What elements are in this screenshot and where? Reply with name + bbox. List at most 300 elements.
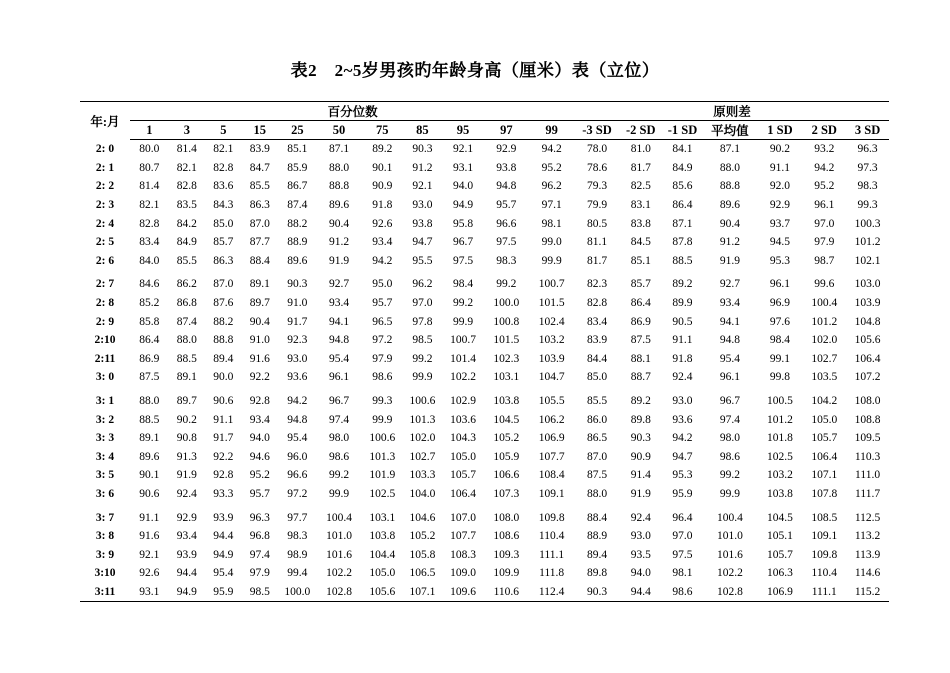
value-cell: 84.2	[176, 217, 197, 230]
header-row-groups	[80, 102, 889, 121]
value-cell: 89.4	[586, 548, 608, 561]
value-cell: 94.0	[249, 432, 270, 445]
value-cell: 95.4	[213, 567, 234, 580]
value-cell: 93.9	[213, 511, 234, 524]
value-cell: 81.4	[139, 180, 160, 193]
value-cell: 99.1	[769, 352, 790, 365]
value-cell: 103.9	[854, 297, 881, 310]
value-cell: 84.9	[672, 161, 693, 174]
value-cell: 86.4	[672, 199, 693, 212]
value-cell: 95.4	[328, 352, 350, 365]
value-cell: 81.4	[176, 143, 197, 156]
value-cell: 86.8	[176, 297, 197, 310]
value-cell: 101.0	[716, 530, 743, 543]
value-cell: 99.8	[769, 371, 790, 384]
age-cell: 2: 0	[95, 143, 115, 156]
value-cell: 105.0	[369, 567, 396, 580]
value-cell: 95.7	[249, 487, 270, 500]
value-cell: 87.5	[630, 334, 651, 347]
value-cell: 94.9	[213, 548, 234, 561]
value-cell: 93.0	[672, 395, 693, 408]
value-cell: 98.6	[719, 450, 740, 463]
value-cell: 96.1	[814, 199, 835, 212]
value-cell: 110.4	[538, 530, 565, 543]
value-cell: 85.8	[139, 315, 160, 328]
value-cell: 85.0	[586, 371, 608, 384]
value-cell: 109.1	[538, 487, 565, 500]
value-cell: 84.5	[630, 236, 651, 249]
value-cell: 92.9	[769, 199, 790, 212]
table-row	[80, 312, 889, 331]
value-cell: 100.0	[493, 297, 520, 310]
value-cell: 88.4	[249, 254, 270, 267]
value-cell: 109.0	[450, 567, 476, 580]
value-cell: 104.5	[493, 413, 520, 426]
value-cell: 87.0	[213, 278, 234, 291]
value-cell: 90.3	[287, 278, 308, 291]
table-row	[80, 527, 889, 546]
value-cell: 87.4	[176, 315, 197, 328]
value-cell: 102.2	[716, 567, 743, 580]
value-cell: 94.8	[719, 334, 740, 347]
value-cell: 92.4	[630, 511, 651, 524]
value-cell: 103.1	[369, 511, 396, 524]
value-cell: 90.9	[372, 180, 393, 193]
height-for-age-table	[80, 101, 889, 602]
value-cell: 80.5	[586, 217, 608, 230]
value-cell: 107.2	[854, 371, 881, 384]
value-cell: 88.8	[213, 334, 234, 347]
value-cell: 96.0	[287, 450, 308, 463]
value-cell: 101.3	[369, 450, 396, 463]
value-cell: 98.4	[452, 278, 474, 291]
value-cell: 98.6	[372, 371, 393, 384]
value-cell: 91.9	[719, 254, 740, 267]
value-cell: 105.2	[409, 530, 436, 543]
table-row	[80, 350, 889, 369]
value-cell: 100.4	[716, 511, 743, 524]
value-cell: 93.4	[719, 297, 740, 310]
value-cell: 106.2	[538, 413, 565, 426]
value-cell: 94.5	[769, 236, 790, 249]
value-cell: 99.0	[541, 236, 562, 249]
value-cell: 104.2	[811, 395, 838, 408]
value-cell: 91.2	[328, 236, 350, 249]
value-cell: 103.5	[811, 371, 838, 384]
value-cell: 97.7	[287, 511, 308, 524]
value-cell: 95.2	[814, 180, 835, 193]
value-cell: 96.1	[769, 278, 790, 291]
table-row	[80, 196, 889, 215]
value-cell: 102.8	[317, 583, 362, 602]
value-cell: 104.6	[409, 511, 436, 524]
value-cell: 109.5	[854, 432, 881, 445]
value-cell: 100.5	[767, 395, 793, 408]
value-cell: 82.1	[139, 199, 160, 212]
value-cell: 85.2	[139, 297, 160, 310]
value-cell: 94.1	[328, 315, 350, 328]
value-cell: 98.6	[663, 583, 703, 602]
value-cell: 100.4	[811, 297, 838, 310]
value-cell: 85.5	[176, 254, 197, 267]
value-cell: 93.4	[249, 413, 270, 426]
value-cell: 94.8	[287, 413, 308, 426]
value-cell: 91.1	[672, 334, 693, 347]
value-cell: 93.8	[496, 161, 517, 174]
percentile-column-header: 15	[242, 121, 278, 140]
value-cell: 92.3	[287, 334, 308, 347]
value-cell: 91.1	[213, 413, 234, 426]
percentile-column-header: 75	[361, 121, 403, 140]
value-cell: 105.6	[854, 334, 881, 347]
value-cell: 97.3	[857, 161, 878, 174]
value-cell: 96.6	[496, 217, 517, 230]
value-cell: 78.6	[586, 161, 608, 174]
value-cell: 102.7	[409, 450, 436, 463]
table-row	[80, 331, 889, 350]
value-cell: 105.7	[450, 469, 476, 482]
value-cell: 86.9	[139, 352, 160, 365]
age-cell: 3: 1	[95, 395, 115, 408]
value-cell: 94.2	[814, 161, 835, 174]
table-row	[80, 429, 889, 448]
value-cell: 106.4	[811, 450, 838, 463]
value-cell: 89.9	[672, 297, 693, 310]
value-cell: 82.1	[213, 143, 234, 156]
value-cell: 93.5	[630, 548, 651, 561]
value-cell: 93.6	[672, 413, 693, 426]
value-cell: 98.0	[328, 432, 350, 445]
age-cell: 2: 5	[95, 236, 115, 249]
value-cell: 90.3	[575, 583, 619, 602]
value-cell: 111.7	[855, 487, 881, 500]
value-cell: 82.8	[139, 217, 160, 230]
page-title: 表2 2~5岁男孩旳年龄身高（厘米）表（立位）	[290, 61, 660, 80]
value-cell: 96.7	[719, 395, 740, 408]
value-cell: 89.7	[176, 395, 197, 408]
value-cell: 92.4	[176, 487, 197, 500]
value-cell: 101.3	[409, 413, 436, 426]
value-cell: 83.9	[249, 143, 270, 156]
table-row	[80, 294, 889, 313]
value-cell: 110.4	[811, 567, 837, 580]
value-cell: 98.0	[719, 432, 740, 445]
value-cell: 84.1	[672, 143, 693, 156]
sd-column-header: 2 SD	[802, 121, 846, 140]
value-cell: 103.8	[369, 530, 396, 543]
value-cell: 94.1	[719, 315, 740, 328]
value-cell: 88.0	[719, 161, 740, 174]
value-cell: 100.4	[326, 511, 352, 524]
age-cell: 2:11	[94, 352, 116, 365]
value-cell: 78.0	[586, 143, 608, 156]
value-cell: 81.7	[586, 254, 608, 267]
age-cell: 2: 8	[95, 297, 115, 310]
age-cell: 3: 4	[95, 450, 115, 463]
value-cell: 88.8	[719, 180, 740, 193]
age-cell: 2: 9	[95, 315, 115, 328]
sd-column-header: -3 SD	[575, 121, 619, 140]
value-cell: 108.0	[854, 395, 881, 408]
value-cell: 96.6	[287, 469, 308, 482]
value-cell: 86.7	[287, 180, 308, 193]
value-cell: 94.2	[372, 254, 393, 267]
value-cell: 90.0	[213, 371, 234, 384]
value-cell: 106.9	[758, 583, 803, 602]
value-cell: 79.3	[586, 180, 608, 193]
value-cell: 82.5	[630, 180, 651, 193]
table-row	[80, 564, 889, 583]
value-cell: 108.5	[811, 511, 838, 524]
percentile-group-header: 百分位数	[130, 102, 575, 121]
value-cell: 100.8	[493, 315, 520, 328]
sd-column-header: -1 SD	[663, 121, 703, 140]
table-row	[80, 252, 889, 271]
value-cell: 91.9	[328, 254, 350, 267]
value-cell: 97.5	[452, 254, 474, 267]
value-cell: 96.4	[672, 511, 693, 524]
value-cell: 102.4	[538, 315, 565, 328]
value-cell: 111.1	[802, 583, 846, 602]
value-cell: 84.9	[176, 236, 197, 249]
age-cell: 2: 4	[95, 217, 115, 230]
value-cell: 94.6	[249, 450, 270, 463]
value-cell: 91.2	[412, 161, 433, 174]
value-cell: 103.6	[450, 413, 476, 426]
value-cell: 97.4	[719, 413, 740, 426]
value-cell: 88.9	[586, 530, 608, 543]
value-cell: 93.0	[412, 199, 433, 212]
value-cell: 88.9	[287, 236, 308, 249]
value-cell: 84.0	[139, 254, 160, 267]
value-cell: 95.7	[372, 297, 393, 310]
value-cell: 81.0	[630, 143, 651, 156]
value-cell: 84.3	[213, 199, 234, 212]
value-cell: 100.6	[409, 395, 436, 408]
value-cell: 88.8	[328, 180, 350, 193]
value-cell: 103.2	[767, 469, 793, 482]
value-cell: 98.9	[287, 548, 308, 561]
percentile-column-header: 25	[278, 121, 317, 140]
value-cell: 114.6	[854, 567, 881, 580]
value-cell: 91.8	[672, 352, 693, 365]
value-cell: 96.3	[249, 511, 270, 524]
value-cell: 88.2	[287, 217, 308, 230]
value-cell: 105.9	[493, 450, 520, 463]
value-cell: 101.2	[811, 315, 838, 328]
table-row	[80, 177, 889, 196]
value-cell: 99.9	[719, 487, 740, 500]
value-cell: 95.9	[672, 487, 693, 500]
value-cell: 107.3	[493, 487, 520, 500]
value-cell: 106.6	[493, 469, 520, 482]
value-cell: 101.5	[493, 334, 520, 347]
value-cell: 109.1	[811, 530, 838, 543]
value-cell: 102.0	[409, 432, 436, 445]
value-cell: 85.6	[672, 180, 693, 193]
age-cell: 2: 3	[95, 199, 115, 212]
value-cell: 102.2	[450, 371, 476, 384]
value-cell: 105.0	[450, 450, 476, 463]
value-cell: 89.8	[586, 567, 608, 580]
value-cell: 106.4	[854, 352, 881, 365]
value-cell: 93.2	[814, 143, 835, 156]
value-cell: 88.2	[213, 315, 234, 328]
value-cell: 91.3	[176, 450, 197, 463]
value-cell: 99.2	[496, 278, 517, 291]
value-cell: 99.2	[719, 469, 740, 482]
value-cell: 83.9	[586, 334, 608, 347]
value-cell: 93.4	[372, 236, 393, 249]
value-cell: 85.5	[586, 395, 608, 408]
sd-column-header: 3 SD	[846, 121, 889, 140]
value-cell: 95.2	[249, 469, 270, 482]
value-cell: 87.0	[249, 217, 270, 230]
value-cell: 101.8	[767, 432, 793, 445]
value-cell: 109.6	[442, 583, 485, 602]
value-cell: 95.5	[412, 254, 433, 267]
value-cell: 107.7	[450, 530, 476, 543]
age-cell: 3: 0	[95, 371, 115, 384]
percentile-column-header: 85	[403, 121, 442, 140]
value-cell: 87.1	[672, 217, 693, 230]
value-cell: 96.2	[412, 278, 433, 291]
value-cell: 89.2	[672, 278, 693, 291]
value-cell: 80.7	[139, 161, 160, 174]
value-cell: 81.1	[586, 236, 608, 249]
value-cell: 91.6	[249, 352, 270, 365]
value-cell: 86.4	[630, 297, 651, 310]
value-cell: 89.2	[372, 143, 393, 156]
value-cell: 88.0	[139, 395, 160, 408]
value-cell: 89.6	[287, 254, 308, 267]
value-cell: 82.3	[586, 278, 608, 291]
value-cell: 96.7	[328, 395, 350, 408]
value-cell: 94.7	[672, 450, 693, 463]
value-cell: 108.0	[493, 511, 520, 524]
value-cell: 91.0	[287, 297, 308, 310]
value-cell: 87.5	[139, 371, 160, 384]
value-cell: 89.1	[176, 371, 197, 384]
value-cell: 94.2	[672, 432, 693, 445]
value-cell: 93.0	[287, 352, 308, 365]
value-cell: 88.4	[586, 511, 608, 524]
value-cell: 82.8	[586, 297, 608, 310]
value-cell: 94.4	[213, 530, 234, 543]
value-cell: 104.4	[369, 548, 396, 561]
value-cell: 98.4	[769, 334, 790, 347]
table-row	[80, 485, 889, 504]
value-cell: 88.7	[630, 371, 651, 384]
value-cell: 98.7	[814, 254, 835, 267]
value-cell: 90.8	[176, 432, 197, 445]
value-cell: 95.8	[452, 217, 474, 230]
value-cell: 99.2	[452, 297, 474, 310]
value-cell: 96.1	[719, 371, 740, 384]
value-cell: 93.6	[287, 371, 308, 384]
value-cell: 90.4	[249, 315, 270, 328]
value-cell: 96.8	[249, 530, 270, 543]
value-cell: 87.6	[213, 297, 234, 310]
value-cell: 87.4	[287, 199, 308, 212]
value-cell: 92.6	[372, 217, 393, 230]
value-cell: 92.2	[213, 450, 234, 463]
value-cell: 82.1	[176, 161, 197, 174]
value-cell: 115.2	[846, 583, 889, 602]
value-cell: 107.7	[538, 450, 565, 463]
value-cell: 87.1	[328, 143, 350, 156]
value-cell: 105.1	[767, 530, 793, 543]
value-cell: 102.5	[369, 487, 396, 500]
value-cell: 103.9	[538, 352, 565, 365]
value-cell: 99.4	[287, 567, 308, 580]
value-cell: 96.1	[328, 371, 350, 384]
value-cell: 104.7	[538, 371, 565, 384]
value-cell: 102.8	[702, 583, 757, 602]
value-cell: 94.4	[619, 583, 663, 602]
value-cell: 111.0	[855, 469, 881, 482]
value-cell: 93.1	[452, 161, 474, 174]
value-cell: 97.2	[287, 487, 308, 500]
value-cell: 102.7	[811, 352, 838, 365]
value-cell: 83.4	[586, 315, 608, 328]
value-cell: 106.5	[409, 567, 436, 580]
value-cell: 89.6	[328, 199, 350, 212]
value-cell: 105.6	[361, 583, 403, 602]
value-cell: 112.5	[854, 511, 881, 524]
value-cell: 92.8	[249, 395, 270, 408]
value-cell: 105.5	[538, 395, 565, 408]
age-cell: 2:10	[94, 334, 116, 347]
table-row	[80, 270, 889, 294]
table-row	[80, 368, 889, 387]
value-cell: 89.6	[139, 450, 160, 463]
value-cell: 109.8	[538, 511, 565, 524]
value-cell: 95.4	[287, 432, 308, 445]
age-cell: 3:11	[80, 583, 130, 602]
value-cell: 85.7	[630, 278, 651, 291]
value-cell: 96.7	[452, 236, 474, 249]
value-cell: 103.8	[493, 395, 520, 408]
table-row	[80, 233, 889, 252]
value-cell: 108.8	[854, 413, 881, 426]
value-cell: 97.9	[372, 352, 393, 365]
value-cell: 86.3	[249, 199, 270, 212]
table-row	[80, 159, 889, 178]
value-cell: 94.0	[630, 567, 651, 580]
value-cell: 105.8	[409, 548, 436, 561]
value-cell: 90.3	[630, 432, 651, 445]
table-row	[80, 214, 889, 233]
age-column-header: 年:月	[80, 102, 130, 140]
value-cell: 101.4	[450, 352, 476, 365]
value-cell: 88.5	[672, 254, 693, 267]
value-cell: 103.1	[493, 371, 520, 384]
value-cell: 85.5	[249, 180, 270, 193]
table-row	[80, 410, 889, 429]
value-cell: 95.3	[769, 254, 790, 267]
value-cell: 99.2	[328, 469, 350, 482]
value-cell: 100.7	[450, 334, 476, 347]
value-cell: 99.2	[412, 352, 433, 365]
value-cell: 96.2	[541, 180, 562, 193]
value-cell: 103.3	[409, 469, 436, 482]
value-cell: 99.9	[541, 254, 562, 267]
percentile-column-header: 95	[442, 121, 485, 140]
value-cell: 98.5	[412, 334, 433, 347]
value-cell: 94.8	[328, 334, 350, 347]
value-cell: 109.9	[493, 567, 520, 580]
